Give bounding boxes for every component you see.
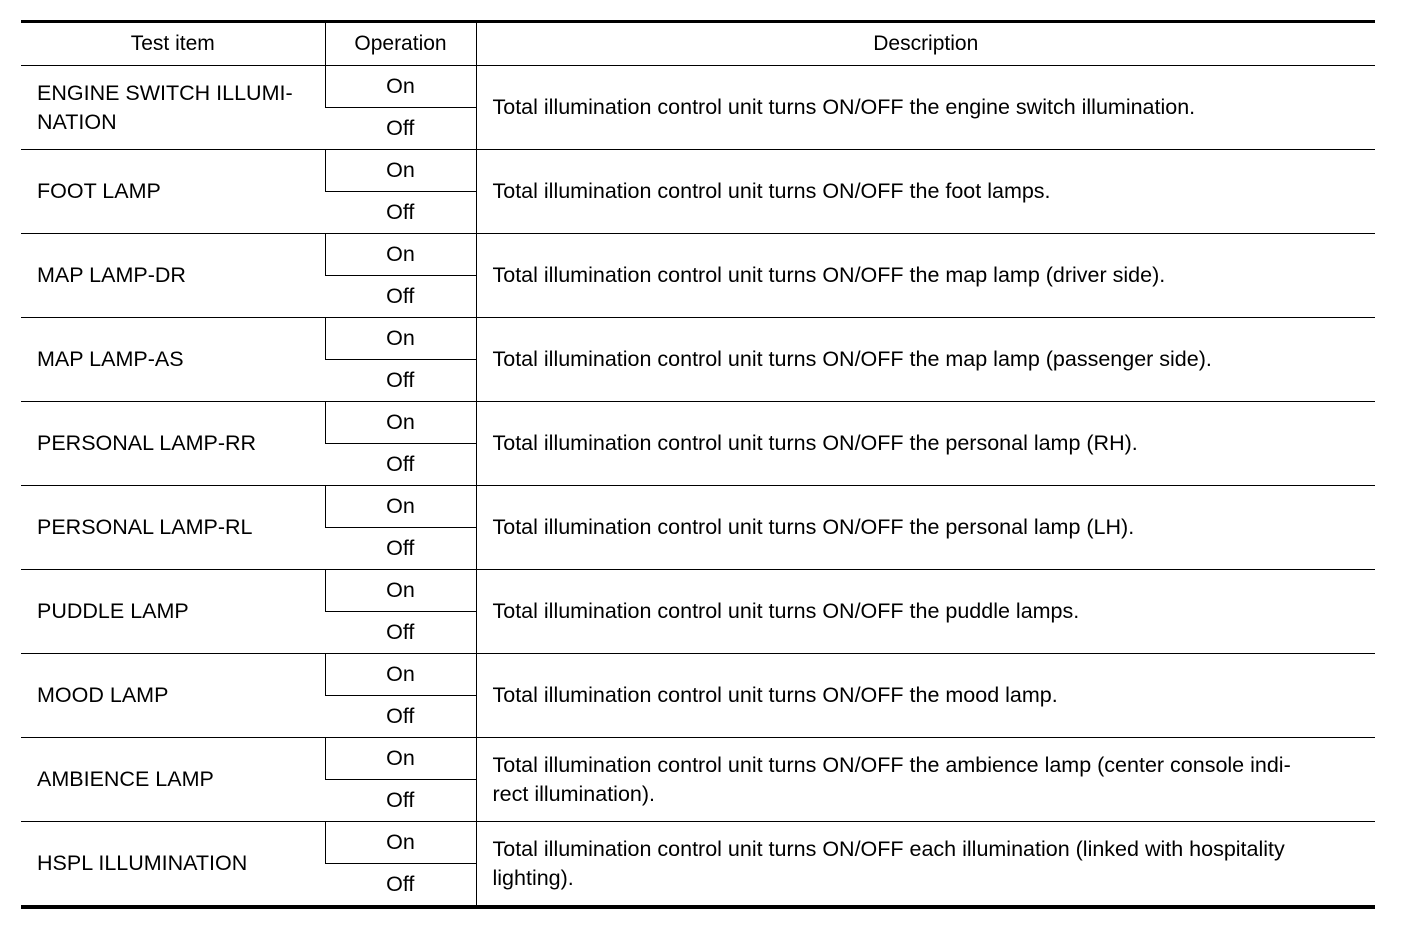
description-cell: Total illumination control unit turns ON/OFF the ambience lamp (center console indi- rect illumination).: [476, 738, 1375, 822]
operation-on-cell: On: [325, 486, 476, 528]
operation-on-cell: On: [325, 318, 476, 360]
test-item-cell: PERSONAL LAMP-RR: [21, 402, 325, 486]
description-cell: Total illumination control unit turns ON/OFF the map lamp (passenger side).: [476, 318, 1375, 402]
operation-on-cell: On: [325, 66, 476, 108]
table-row: [21, 738, 1375, 780]
table-header-row: [21, 22, 1375, 66]
table-body: [21, 66, 1375, 908]
table-row: [21, 570, 1375, 612]
operation-off-cell: Off: [325, 444, 476, 486]
operation-on-cell: On: [325, 654, 476, 696]
test-item-cell: FOOT LAMP: [21, 150, 325, 234]
test-item-table: [21, 20, 1375, 909]
test-item-cell: ENGINE SWITCH ILLUMI- NATION: [21, 66, 325, 150]
operation-on-cell: On: [325, 738, 476, 780]
test-item-cell: AMBIENCE LAMP: [21, 738, 325, 822]
operation-off-cell: Off: [325, 360, 476, 402]
operation-on-cell: On: [325, 402, 476, 444]
table-row: [21, 822, 1375, 864]
description-cell: Total illumination control unit turns ON/OFF the personal lamp (LH).: [476, 486, 1375, 570]
table-row: [21, 318, 1375, 360]
test-item-cell: MAP LAMP-DR: [21, 234, 325, 318]
table-row: [21, 66, 1375, 108]
table-row: [21, 150, 1375, 192]
header-operation: Operation: [325, 22, 476, 66]
description-cell: Total illumination control unit turns ON/OFF the map lamp (driver side).: [476, 234, 1375, 318]
operation-off-cell: Off: [325, 528, 476, 570]
operation-off-cell: Off: [325, 276, 476, 318]
description-cell: Total illumination control unit turns ON/OFF the mood lamp.: [476, 654, 1375, 738]
test-item-cell: PUDDLE LAMP: [21, 570, 325, 654]
operation-on-cell: On: [325, 570, 476, 612]
test-item-cell: MOOD LAMP: [21, 654, 325, 738]
operation-off-cell: Off: [325, 192, 476, 234]
header-test-item: Test item: [21, 22, 325, 66]
table-row: [21, 234, 1375, 276]
operation-off-cell: Off: [325, 612, 476, 654]
description-cell: Total illumination control unit turns ON/OFF the engine switch illumination.: [476, 66, 1375, 150]
test-item-cell: MAP LAMP-AS: [21, 318, 325, 402]
operation-off-cell: Off: [325, 108, 476, 150]
header-description: Description: [476, 22, 1375, 66]
description-cell: Total illumination control unit turns ON/OFF the puddle lamps.: [476, 570, 1375, 654]
test-item-table-container: [21, 20, 1375, 909]
operation-off-cell: Off: [325, 780, 476, 822]
operation-off-cell: Off: [325, 696, 476, 738]
operation-on-cell: On: [325, 822, 476, 864]
operation-on-cell: On: [325, 150, 476, 192]
description-cell: Total illumination control unit turns ON/OFF each illumination (linked with hospitality lighting).: [476, 822, 1375, 908]
operation-off-cell: Off: [386, 872, 415, 896]
test-item-cell: HSPL ILLUMINATION: [37, 851, 248, 875]
operation-on-cell: On: [325, 234, 476, 276]
table-row: [21, 402, 1375, 444]
description-cell: Total illumination control unit turns ON/OFF the foot lamps.: [476, 150, 1375, 234]
table-row: [21, 486, 1375, 528]
description-cell: Total illumination control unit turns ON/OFF the personal lamp (RH).: [476, 402, 1375, 486]
table-row: [21, 654, 1375, 696]
test-item-cell: PERSONAL LAMP-RL: [21, 486, 325, 570]
